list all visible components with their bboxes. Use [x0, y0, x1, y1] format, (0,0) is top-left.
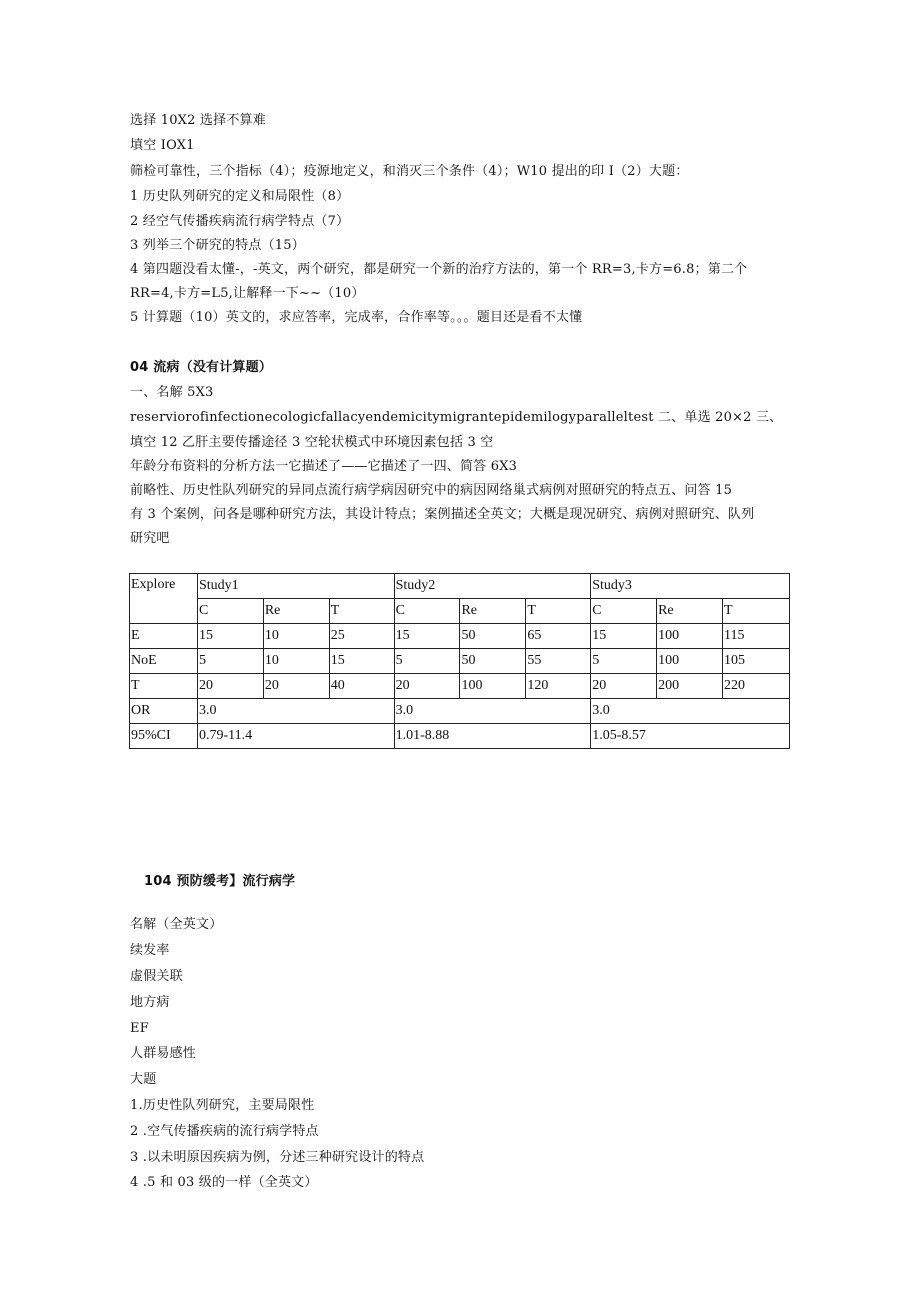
table-cell: 20 — [591, 674, 657, 699]
exam-line-18: 续发率 — [130, 943, 170, 958]
exam-line-25: 2 .空气传播疾病的流行病学特点 — [130, 1124, 319, 1139]
exam-line-5: 2 经空气传播疾病流行病学特点（7） — [130, 214, 350, 229]
exam-line-10: 一、名解 5X3 — [130, 385, 214, 400]
exam-line-7: 4 第四题没看太懂-，-英文，两个研究，都是研究一个新的治疗方法的，第一个 RR=3,卡方=6.8；第二个 — [130, 262, 748, 277]
table-subheader: T — [329, 599, 394, 624]
table-subheader: Re — [263, 599, 329, 624]
table-subheader-row — [130, 599, 790, 624]
table-or-value: 3.0 — [591, 699, 790, 724]
table-cell: 10 — [263, 649, 329, 674]
table-cell: 5 — [591, 649, 657, 674]
exam-line-24: 1.历史性队列研究，主要局限性 — [130, 1098, 315, 1113]
table-subheader: C — [591, 599, 657, 624]
exam-line-1: 选择 10X2 选择不算难 — [130, 113, 266, 128]
table-corner-cell: Explore — [130, 574, 198, 624]
exam-line-17: 名解（全英文） — [130, 917, 223, 932]
table-row — [130, 674, 790, 699]
table-header-row — [130, 574, 790, 599]
exam-line-15: 有 3 个案例，问各是哪种研究方法，其设计特点；案例描述全英文；大概是现况研究、病例对照研究、队列 — [130, 507, 755, 522]
table-or-value: 3.0 — [394, 699, 591, 724]
section-heading-104: 104 预防缓考】流行病学 — [144, 874, 296, 889]
table-subheader: C — [394, 599, 460, 624]
table-or-row — [130, 699, 790, 724]
section-heading-04: 04 流病（没有计算题） — [130, 360, 273, 375]
study-table — [129, 573, 790, 749]
exam-line-9: 5 计算题（10）英文的，求应答率，完成率，合作率等。。。题目还是看不太懂 — [130, 310, 583, 325]
table-subheader: Re — [657, 599, 723, 624]
table-study-header: Study2 — [394, 574, 591, 599]
exam-line-8: RR=4,卡方=L5,让解释一下~~（10） — [130, 286, 365, 301]
table-ci-row — [130, 724, 790, 749]
table-cell: 20 — [197, 674, 263, 699]
table-row-label: OR — [130, 699, 198, 724]
table-cell: 65 — [526, 624, 591, 649]
table-row-label: NoE — [130, 649, 198, 674]
table-study-header: Study1 — [197, 574, 394, 599]
table-cell: 50 — [460, 649, 526, 674]
table-ci-value: 1.05-8.57 — [591, 724, 790, 749]
table-cell: 115 — [722, 624, 789, 649]
table-row — [130, 624, 790, 649]
exam-line-2: 填空 IOX1 — [130, 138, 195, 153]
table-subheader: C — [197, 599, 263, 624]
exam-line-3: 筛检可靠性，三个指标（4）；疫源地定义，和消灭三个条件（4）；W10 提出的印 I（2）大题： — [130, 164, 689, 179]
exam-line-6: 3 列举三个研究的特点（15） — [130, 238, 305, 253]
exam-line-27: 4 .5 和 03 级的一样（全英文） — [130, 1175, 318, 1190]
exam-line-12: 填空 12 乙肝主要传播途径 3 空轮状模式中环境因素包括 3 空 — [130, 435, 494, 450]
table-cell: 5 — [394, 649, 460, 674]
table-cell: 100 — [657, 624, 723, 649]
table-cell: 15 — [394, 624, 460, 649]
table-cell: 100 — [657, 649, 723, 674]
table-cell: 15 — [329, 649, 394, 674]
exam-line-26: 3 .以未明原因疾病为例，分述三种研究设计的特点 — [130, 1150, 425, 1165]
table-cell: 15 — [197, 624, 263, 649]
exam-line-23: 大题 — [130, 1072, 157, 1087]
table-row-label: T — [130, 674, 198, 699]
exam-line-4: 1 历史队列研究的定义和局限性（8） — [130, 189, 350, 204]
exam-line-21: EF — [130, 1021, 149, 1036]
exam-line-20: 地方病 — [130, 995, 170, 1010]
table-cell: 20 — [394, 674, 460, 699]
table-row-label: 95%CI — [130, 724, 198, 749]
table-cell: 15 — [591, 624, 657, 649]
exam-line-16: 研究吧 — [130, 531, 170, 546]
table-cell: 120 — [526, 674, 591, 699]
exam-line-14: 前略性、历史性队列研究的异同点流行病学病因研究中的病因网络巢式病例对照研究的特点五、问答 15 — [130, 483, 733, 498]
table-cell: 55 — [526, 649, 591, 674]
table-study-header: Study3 — [591, 574, 790, 599]
table-ci-value: 1.01-8.88 — [394, 724, 591, 749]
table-ci-value: 0.79-11.4 — [197, 724, 394, 749]
table-cell: 105 — [722, 649, 789, 674]
table-subheader: Re — [460, 599, 526, 624]
exam-line-19: 虚假关联 — [130, 969, 183, 984]
table-cell: 5 — [197, 649, 263, 674]
table-subheader: T — [526, 599, 591, 624]
exam-line-11: reserviorofinfectionecologicfallacyendemicitymigrantepidemilogyparalleltest 二、单选 20×2 三、 — [130, 410, 783, 425]
table-cell: 25 — [329, 624, 394, 649]
table-cell: 100 — [460, 674, 526, 699]
table-cell: 40 — [329, 674, 394, 699]
table-cell: 10 — [263, 624, 329, 649]
table-or-value: 3.0 — [197, 699, 394, 724]
table-cell: 220 — [722, 674, 789, 699]
table-cell: 50 — [460, 624, 526, 649]
table-cell: 200 — [657, 674, 723, 699]
exam-line-13: 年龄分布资料的分析方法一它描述了——它描述了一四、简答 6X3 — [130, 459, 518, 474]
table-row-label: E — [130, 624, 198, 649]
table-row — [130, 649, 790, 674]
exam-line-22: 人群易感性 — [130, 1046, 197, 1061]
table-cell: 20 — [263, 674, 329, 699]
table-subheader: T — [722, 599, 789, 624]
